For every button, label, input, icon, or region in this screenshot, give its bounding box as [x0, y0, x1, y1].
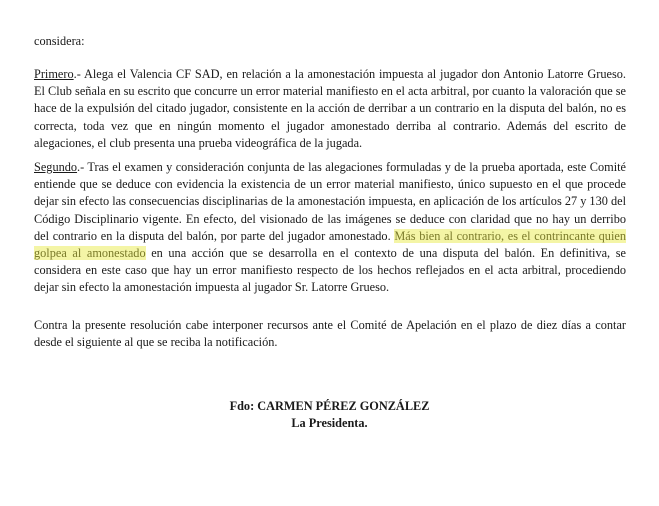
- segundo-text-after: en una acción que se desarrolla en el contexto de una disputa del balón. En definitiva, se considera en este caso que hay un error manifiesto respecto de los hechos reflejados en el acta arbitral, procediendo dejar sin efecto la amonestación impuesta al jugador Sr. Latorre Grueso.: [34, 246, 626, 295]
- intro-text: considera:: [34, 34, 85, 48]
- paragraph-recursos: Contra la presente resolución cabe interponer recursos ante el Comité de Apelación en el plazo de diez días a contar desde el siguiente al que se reciba la notificación.: [34, 318, 626, 350]
- signature-name: Fdo: CARMEN PÉREZ GONZÁLEZ: [229, 399, 430, 413]
- paragraph-segundo: [34, 159, 626, 297]
- highlighted-text: Más bien al contrario, es el contrincante quien golpea al amonestado: [34, 228, 626, 261]
- segundo-separator: .-: [77, 160, 88, 174]
- segundo-text-before: Tras el examen y consideración conjunta de las alegaciones formuladas y de la prueba aportada, este Comité entiende que se deduce con evidencia la existencia de un error material manifiesto, único supuesto en el que procede dejar sin efecto las consecuencias disciplinarias de la amonestación impuesta, en aplicación de los artículos 27 y 130 del Código Disciplinario vigente. En efecto, del visionado de las imágenes se deduce con claridad que no hay un derribo del contrario en la disputa del balón, por parte del jugador amonestado.: [34, 160, 626, 243]
- segundo-label: Segundo: [34, 160, 78, 174]
- primero-separator: .-: [73, 67, 84, 81]
- primero-label: Primero: [34, 67, 74, 81]
- paragraph-primero: [34, 66, 626, 152]
- primero-text: Alega el Valencia CF SAD, en relación a la amonestación impuesta al jugador don Antonio Latorre Grueso. El Club señala en su escrito que concurre un error material manifiesto en el acta arbitral, por cuanto la valoración que se hace de la expulsión del citado jugador, consistente en la acción de derribar a un contrario en la disputa del balón, no es correcta, toda vez que en ningún momento el jugador amonestado derriba al contrario. Además del escrito de alegaciones, el club presenta una prueba videográfica de la jugada.: [34, 67, 626, 150]
- signature-role: La Presidenta.: [291, 416, 368, 430]
